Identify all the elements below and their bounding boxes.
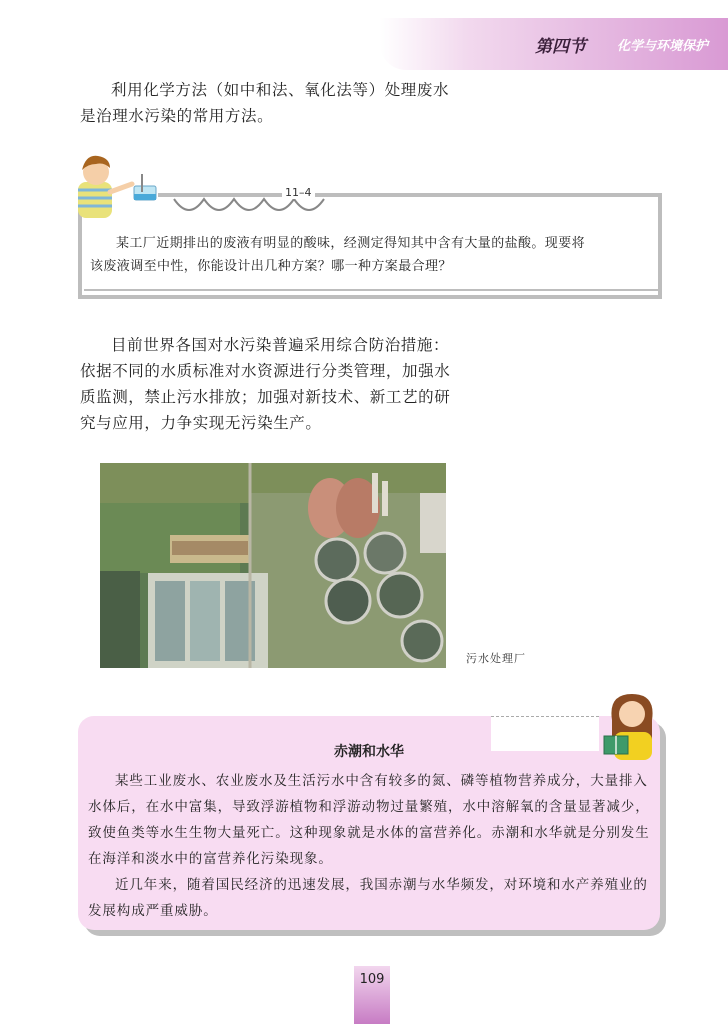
page-header <box>380 18 728 70</box>
measures-paragraph <box>80 332 470 436</box>
boy-figure-icon <box>72 152 162 222</box>
info-title: 赤潮和水华 <box>334 744 404 760</box>
section-number: 第四节 <box>535 37 586 57</box>
info-paragraph: 某些工业废水、农业废水及生活污水中含有较多的氮、磷等植物营养成分，大量排入水体后，在水中富集，导致浮游植物和浮游动物过量繁殖，水中溶解氧的含量显著减少，致使鱼类等水生生物大量死亡。这种现象就是水体的富营养化。赤潮和水华就是分别发生在海洋和淡水中的富营养化污染现象。 <box>88 773 650 867</box>
sewage-plant-photo <box>100 463 446 668</box>
intro-line: 是治理水污染的常用方法。 <box>80 107 274 125</box>
photo-caption: 污水处理厂 <box>466 652 526 665</box>
page-number: 109 <box>359 972 385 987</box>
intro-line: 利用化学方法（如中和法、氧化法等）处理废水 <box>111 81 450 99</box>
measures-line: 究与应用，力争实现无污染生产。 <box>80 414 322 432</box>
info-paragraph: 近几年来，随着国民经济的迅速发展，我国赤潮与水华频发，对环境和水产养殖业的发展构成严重威胁。 <box>88 877 648 919</box>
measures-line: 依据不同的水质标准对水资源进行分类管理，加强水 <box>80 362 451 380</box>
measures-line: 目前世界各国对水污染普遍采用综合防治措施： <box>111 336 450 354</box>
intro-paragraph <box>80 77 470 129</box>
discussion-text <box>90 232 660 278</box>
discussion-number: 11–4 <box>282 186 315 199</box>
measures-line: 质监测，禁止污水排放；加强对新技术、新工艺的研 <box>80 388 451 406</box>
info-text <box>88 768 654 924</box>
discussion-line: 该废液调至中性，你能设计出几种方案？哪一种方案最合理？ <box>90 259 452 274</box>
section-title: 化学与环境保护 <box>616 39 708 54</box>
discussion-line: 某工厂近期排出的废液有明显的酸味，经测定得知其中含有大量的盐酸。现要将 <box>116 236 586 251</box>
